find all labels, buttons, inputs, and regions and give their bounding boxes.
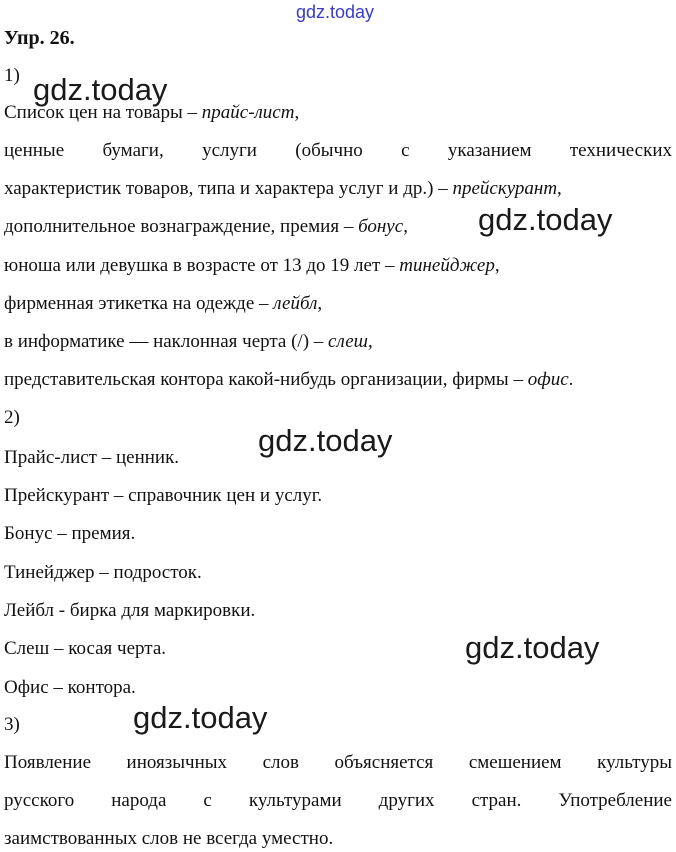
- definition-line: фирменная этикетка на одежде – лейбл,: [4, 293, 323, 314]
- synonym-line: Слеш – косая черта.: [4, 638, 167, 659]
- definition-line: ценные бумаги, услуги (обычно с указанием технических: [4, 140, 672, 161]
- paragraph-line: заимствованных слов не всегда уместно.: [4, 828, 334, 849]
- definition-line: дополнительное вознаграждение, премия – бонус,: [4, 216, 408, 237]
- paragraph-line: Появление иноязычных слов объясняется смешением культуры: [4, 752, 672, 773]
- watermark: gdz.today: [465, 630, 600, 665]
- exercise-title: Упр. 26.: [4, 27, 75, 49]
- watermark: gdz.today: [258, 423, 393, 458]
- definition-line: характеристик товаров, типа и характера услуг и др.) – прейскурант,: [4, 178, 562, 199]
- synonym-line: Лейбл - бирка для маркировки.: [4, 600, 256, 621]
- paragraph-line: русского народа с культурами других стран. Употребление: [4, 790, 672, 811]
- synonym-line: Тинейджер – подросток.: [4, 562, 202, 583]
- definition-line: юноша или девушка в возрасте от 13 до 19 лет – тинейджер,: [4, 255, 500, 276]
- definition-line: Список цен на товары – прайс-лист,: [4, 102, 300, 123]
- watermark: gdz.today: [296, 2, 375, 22]
- definition-line: в информатике — наклонная черта (/) – слеш,: [4, 331, 373, 352]
- synonym-line: Прейскурант – справочник цен и услуг.: [4, 485, 323, 506]
- term: бонус: [358, 216, 404, 237]
- term: прайс-лист: [201, 102, 295, 123]
- section-number: 3): [4, 714, 20, 735]
- term: лейбл: [273, 293, 318, 314]
- term: слеш: [328, 331, 369, 352]
- definition-line: представительская контора какой-нибудь организации, фирмы – офис.: [4, 369, 574, 390]
- section-number: 2): [4, 407, 20, 428]
- watermark: gdz.today: [33, 72, 168, 107]
- watermark: gdz.today: [133, 700, 268, 735]
- term: тинейджер: [399, 255, 495, 276]
- synonym-line: Бонус – премия.: [4, 523, 136, 544]
- synonym-line: Офис – контора.: [4, 677, 136, 698]
- term: офис: [527, 369, 569, 390]
- watermark: gdz.today: [478, 202, 613, 237]
- term: прейскурант: [452, 178, 558, 199]
- synonym-line: Прайс-лист – ценник.: [4, 447, 180, 468]
- section-number: 1): [4, 65, 20, 86]
